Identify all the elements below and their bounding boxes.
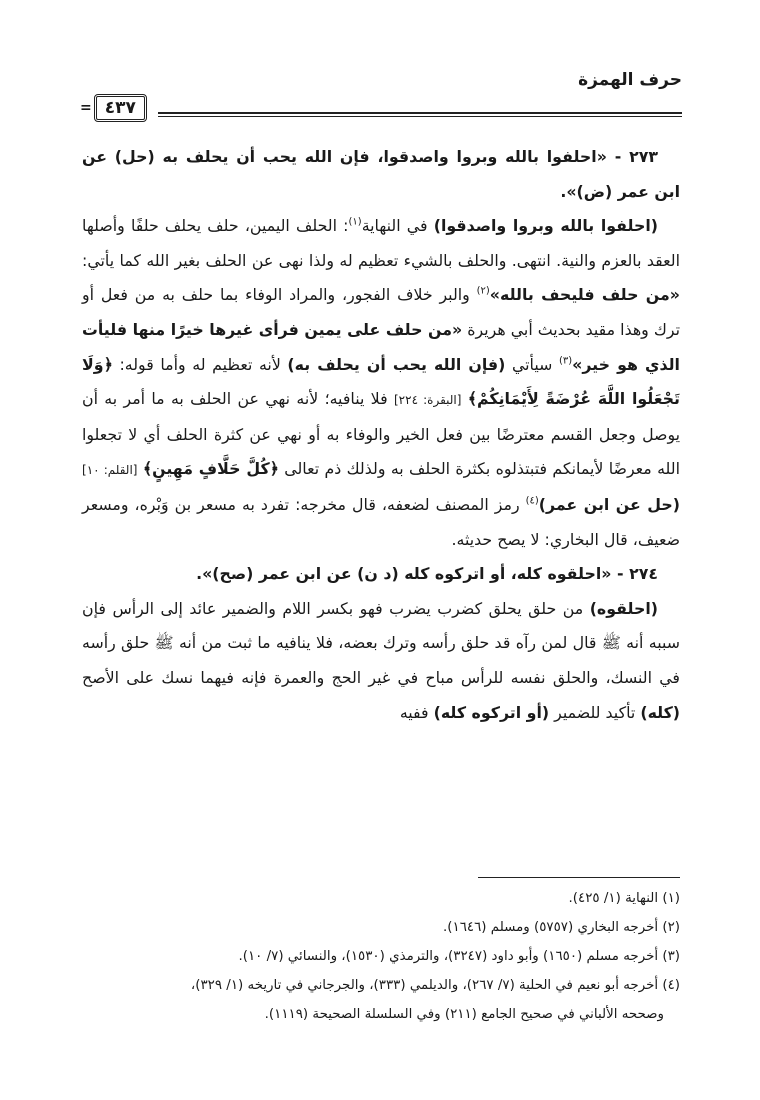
commentary-text: : الحلف اليمين، حلف يحلف حلفًا وأصلها العقد بالعزم والنية. انتهى. والحلف بالشيء تعظيم له ولذا نهى عن الحلف بغير الله كما يأتي:	[82, 216, 680, 270]
quote: (فإن الله يحب أن يحلف به)	[287, 354, 506, 374]
commentary-273	[82, 209, 680, 557]
hadith-273-text: «احلفوا بالله وبروا واصدقوا، فإن الله يحب أن يحلف به (حل) عن ابن عمر (ض)».	[82, 147, 680, 201]
commentary-text: من حلق يحلق كضرب يضرب فهو بكسر اللام والضمير عائد إلى الرأس فإن سببه أنه ﷺ قال لمن رآه قد حلق رأسه وترك بعضه، فلا ينافيه ما ثبت من أنه ﷺ حلق رأسه في النسك، والحلق نفسه للرأس مباح في غير الحج والعمرة فإنه فيهما نسك على الأصح	[82, 598, 680, 687]
quran-verse: ﴿وَلَا تَجْعَلُوا اللَّهَ عُرْضَةً لِأَيْمَانِكُمْ﴾	[82, 354, 680, 409]
verse-reference: [البقرة: ٢٢٤]	[393, 393, 462, 408]
commentary-text: في النهاية	[361, 216, 428, 236]
page-number-ornament: =	[80, 100, 92, 116]
page-header	[80, 62, 682, 122]
quote: «من حلف فليحف بالله»	[489, 285, 680, 305]
commentary-text: سيأتي	[511, 354, 553, 374]
footnote-ref-4: (٤)	[525, 495, 539, 507]
quote: «من حلف على يمين فرأى غيرها خيرًا منها فليأت الذي هو خير»	[82, 319, 680, 374]
quote: (أو اتركوه كله)	[433, 702, 550, 722]
hadith-274-number: ٢٧٤ -	[617, 564, 658, 584]
footnote-ref-1: (١)	[348, 216, 362, 228]
footnote-3: (٣) أخرجه مسلم (١٦٥٠) وأبو داود (٣٢٤٧)، والترمذي (١٥٣٠)، والنسائي (٧/ ١٠).	[238, 949, 680, 964]
footnote-ref-3: (٣)	[558, 355, 573, 367]
header-rule	[158, 112, 682, 117]
footnote-2: (٢) أخرجه البخاري (٥٧٥٧) ومسلم (١٦٤٦).	[443, 920, 680, 935]
hadith-273	[82, 140, 680, 209]
commentary-text: ففيه	[399, 702, 429, 722]
verse-reference: [القلم: ١٠]	[82, 463, 138, 478]
footnote-ref-2: (٢)	[476, 286, 490, 298]
commentary-text: والبر خلاف الفجور، والمراد الوفاء بما حلف به من فعل أو ترك وهذا مقيد بحديث أبي هريرة	[82, 285, 680, 339]
page-body	[82, 140, 680, 730]
page-number: ٤٣٧	[94, 94, 147, 122]
commentary-274	[82, 592, 680, 730]
quote: (حل عن ابن عمر)	[538, 494, 680, 514]
footnotes	[82, 884, 680, 1029]
commentary-273-lemma: (احلفوا بالله وبروا واصدقوا)	[433, 216, 659, 236]
section-title: حرف الهمزة	[578, 70, 682, 90]
commentary-text: لأنه تعظيم له وأما قوله:	[119, 354, 281, 374]
footnote-4-continued: وصححه الألباني في صحيح الجامع (٢١١) وفي السلسلة الصحيحة (١١١٩).	[264, 1007, 664, 1022]
commentary-text: رمز المصنف لضعفه، قال مخرجه: تفرد به مسعر بن وَبْره، ومسعر ضعيف، قال البخاري: لا يصح حديثه.	[82, 494, 680, 549]
hadith-273-number: ٢٧٣ -	[614, 147, 658, 166]
commentary-text: تأكيد للضمير	[554, 702, 636, 722]
hadith-274-text: «احلقوه كله، أو اتركوه كله (د ن) عن ابن عمر (صح)».	[196, 564, 612, 584]
footnote-4: (٤) أخرجه أبو نعيم في الحلية (٧/ ٢٦٧)، والديلمي (٣٣٣)، والجرجاني في تاريخه (١/ ٣٢٩)،	[190, 978, 680, 993]
page-number-box	[80, 94, 147, 122]
quran-verse: ﴿كُلَّ حَلَّافٍ مَهِينٍ﴾	[142, 459, 279, 479]
hadith-274	[82, 557, 680, 592]
quote: (كله)	[640, 702, 680, 722]
footnote-separator	[478, 877, 680, 878]
commentary-274-lemma: (احلقوه)	[589, 598, 658, 618]
footnote-1: (١) النهاية (١/ ٤٢٥).	[568, 891, 680, 906]
commentary-text: فلا ينافيه؛ لأنه نهي عن الحلف به ما أمر به أن يوصل وجعل القسم معترضًا بين فعل الخير والوفاء به أو نهي عن كثرة الحلف أي لا تجعلوا الله معرضًا لأيمانكم فتبتذلوه بكثرة الحلف به ولذلك ذم تعالى	[82, 389, 680, 479]
